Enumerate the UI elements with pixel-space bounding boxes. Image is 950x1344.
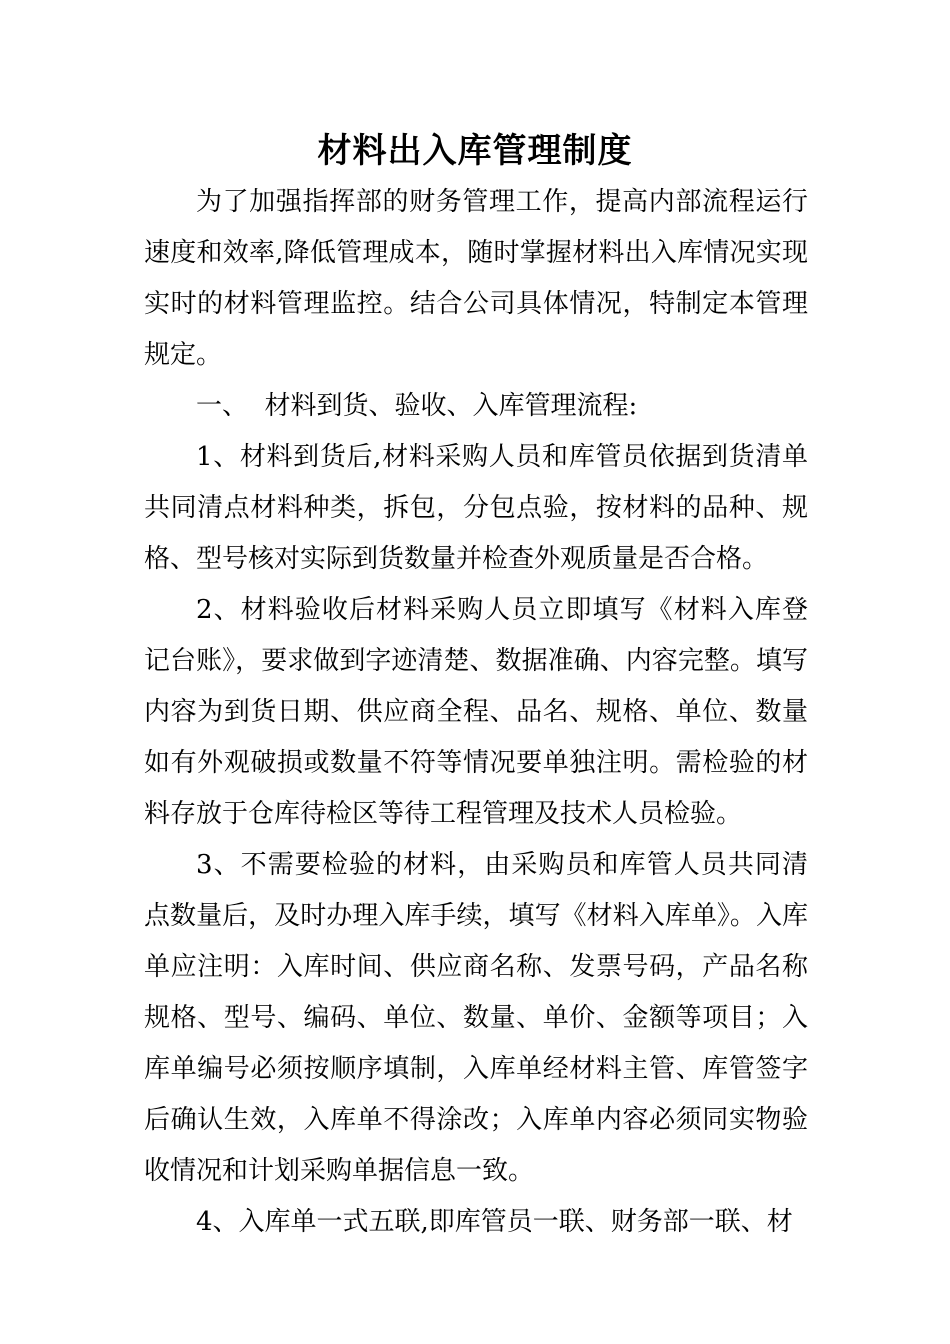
clause-2-paragraph: 2、材料验收后材料采购人员立即填写《材料入库登记台账》，要求做到字迹清楚、数据准确、内容完整。填写内容为到货日期、供应商全程、品名、规格、单位、数量如有外观破损或数量不符等情况要单独注明。需检验的材料存放于仓库待检区等待工程管理及技术人员检验。 [144, 595, 808, 829]
clause-3-paragraph: 3、不需要检验的材料，由采购员和库管人员共同清点数量后，及时办理入库手续，填写《材料入库单》。入库单应注明：入库时间、供应商名称、发票号码，产品名称规格、型号、编码、单位、数量、单价、金额等项目；入库单编号必须按顺序填制，入库单经材料主管、库管签字后确认生效，入库单不得涂改；入库单内容必须同实物验收情况和计划采购单据信息一致。 [144, 850, 808, 1186]
clause-4-paragraph: 4、入库单一式五联,即库管员一联、财务部一联、材 [196, 1207, 793, 1237]
clause-1-paragraph: 1、材料到货后,材料采购人员和库管员依据到货清单共同清点材料种类，拆包，分包点验，按材料的品种、规格、型号核对实际到货数量并检查外观质量是否合格。 [144, 442, 808, 574]
section-heading: 一、 材料到货、验收、入库管理流程: [196, 391, 638, 421]
intro-paragraph: 为了加强指挥部的财务管理工作，提高内部流程运行速度和效率,降低管理成本，随时掌握材料出入库情况实现实时的材料管理监控。结合公司具体情况，特制定本管理规定。 [144, 187, 808, 370]
document-title: 材料出入库管理制度 [317, 131, 633, 171]
document-body [144, 177, 808, 1248]
